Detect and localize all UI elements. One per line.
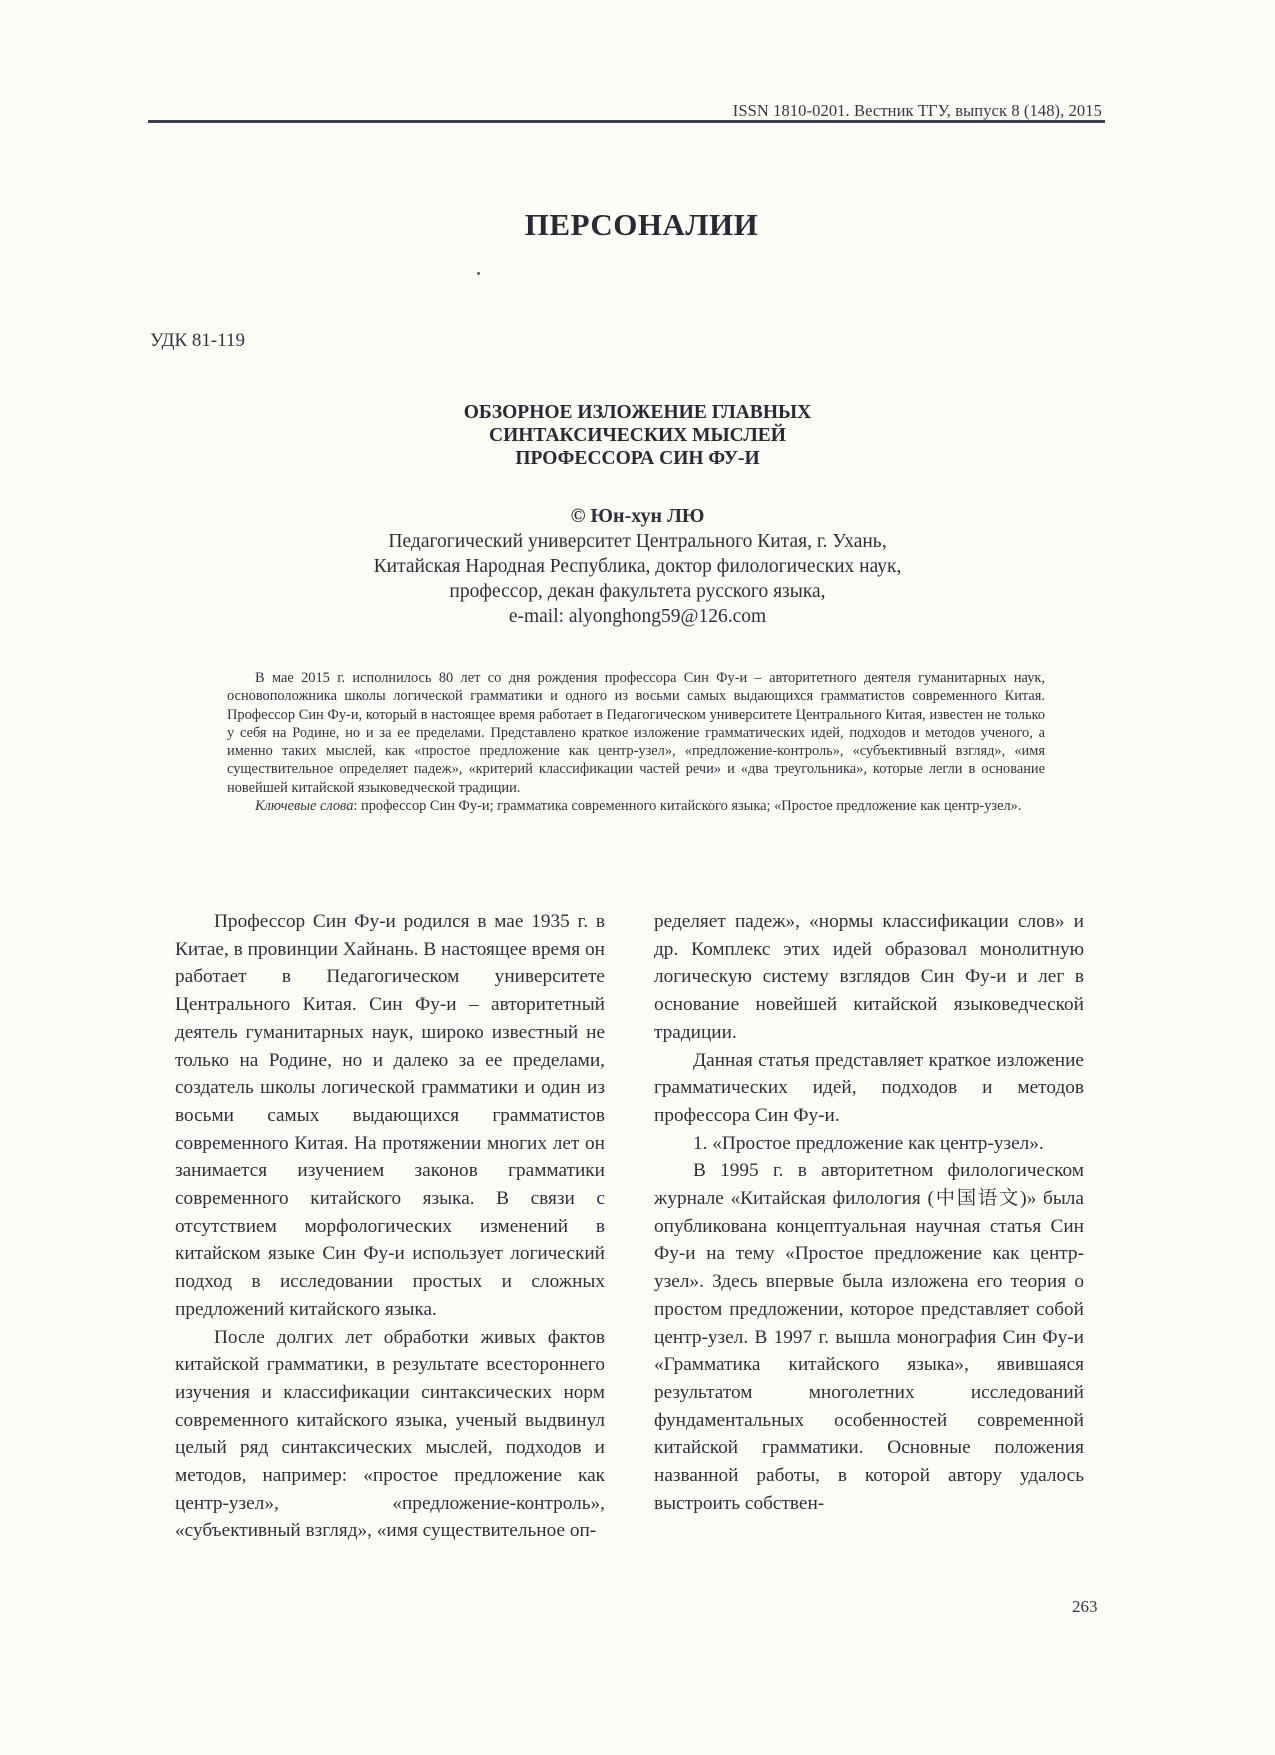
section-title: ПЕРСОНАЛИИ <box>524 207 759 242</box>
author-name: © Юн-хун ЛЮ <box>570 505 705 527</box>
keywords-label: Ключевые слова <box>255 798 354 815</box>
page-number: 263 <box>1072 1597 1098 1616</box>
article-title <box>0 401 1275 470</box>
body-column-left <box>175 908 605 1545</box>
abstract-text: В мае 2015 г. исполнилось 80 лет со дня рождения профессора Син Фу-и – авторитетного деятеля гуманитарных наук, основоположника школы логической грамматики и одного из восьми самых выдающихся грамматистов современного Китая. Профессор Син Фу-и, который в настоящее время работает в Педагогическом университете Центрального Китая, известен не только у себя на Родине, но и за ее пределами. Представлено краткое изложение грамматических идей, подходов и методов ученого, а именно таких мыслей, как «простое предложение как центр-узел», «предложение-контроль», «субъективный взгляд», «имя существительное определяет падеж», «критерий классификации частей речи» и «два треугольника», которые легли в основание новейшей китайской языковедческой традиции. <box>227 670 1045 796</box>
body-paragraph: Данная статья представляет краткое изложение грамматических идей, подходов и методов профессора Син Фу-и. <box>654 1049 1084 1126</box>
body-paragraph: В 1995 г. в авторитетном филологическом журнале «Китайская филология (中国语文)» была опубликована концептуальная научная статья Син Фу-и на тему «Простое предложение как центр-узел». Здесь впервые была изложена его теория о простом предложении, которое представляет собой центр-узел. В 1997 г. вышла монография Син Фу-и «Грамматика китайского языка», явившаяся результатом многолетних исследований фундаментальных особенностей современной китайской грамматики. Основные положения названной работы, в которой автору удалось выстроить собствен- <box>654 1160 1084 1514</box>
udk-code: УДК 81-119 <box>150 330 246 351</box>
author-block <box>0 504 1275 629</box>
title-line: СИНТАКСИЧЕСКИХ МЫСЛЕЙ <box>489 425 786 446</box>
body-paragraph: После долгих лет обработки живых фактов китайской грамматики, в результате всестороннего изучения и классификации синтаксических норм современного китайского языка, ученый выдвинул целый ряд синтаксических мыслей, подходов и методов, например: «простое предложение как центр-узел», «предложение-контроль», «субъективный взгляд», «имя существительное оп- <box>175 1326 605 1542</box>
title-line: ПРОФЕССОРА СИН ФУ-И <box>515 448 760 469</box>
section-heading: 1. «Простое предложение как центр-узел». <box>693 1132 1044 1154</box>
affiliation-line: профессор, декан факультета русского языка, <box>449 581 826 602</box>
scan-speck <box>477 272 480 275</box>
title-line: ОБЗОРНОЕ ИЗЛОЖЕНИЕ ГЛАВНЫХ <box>463 402 812 423</box>
affiliation-line: Педагогический университет Центрального Китая, г. Ухань, <box>388 531 887 552</box>
keywords <box>227 797 1045 815</box>
affiliation-line: Китайская Народная Республика, доктор филологических наук, <box>373 556 902 577</box>
keywords-text: : профессор Син Фу-и; грамматика современного китайского языка; «Простое предложение как центр-узел». <box>353 798 1022 815</box>
abstract <box>227 669 1045 815</box>
header-divider <box>148 120 1105 123</box>
body-paragraph: ределяет падеж», «нормы классификации слов» и др. Комплекс этих идей образовал монолитную логическую систему взглядов Син Фу-и и лег в основание новейшей китайской языковедческой традиции. <box>654 911 1084 1043</box>
journal-citation: ISSN 1810-0201. Вестник ТГУ, выпуск 8 (148), 2015 <box>732 101 1102 120</box>
body-paragraph: Профессор Син Фу-и родился в мае 1935 г. в Китае, в провинции Хайнань. В настоящее время он работает в Педагогическом университете Центрального Китая. Син Фу-и – авторитетный деятель гуманитарных наук, широко известный не только на Родине, но и далеко за ее пределами, создатель школы логической грамматики и один из восьми самых выдающихся грамматистов современного Китая. На протяжении многих лет он занимается изучением законов грамматики современного китайского языка. В связи с отсутствием морфологических изменений в китайском языке Син Фу-и использует логический подход в исследовании простых и сложных предложений китайского языка. <box>175 911 605 1320</box>
body-column-right <box>654 908 1084 1517</box>
author-email: e-mail: alyonghong59@126.com <box>508 606 767 627</box>
